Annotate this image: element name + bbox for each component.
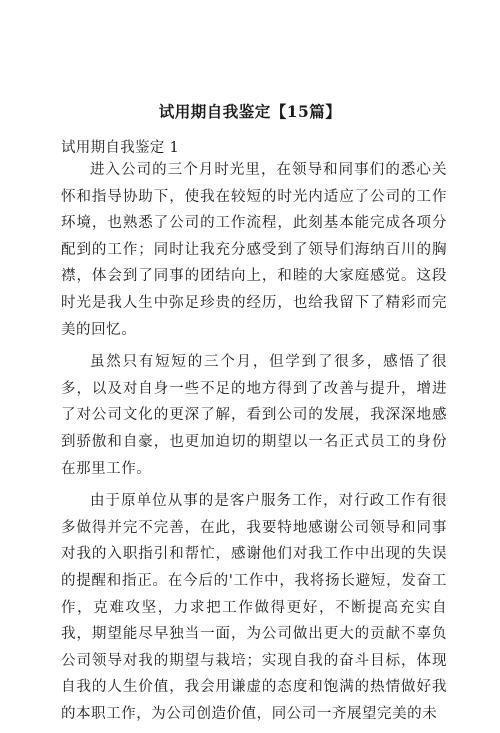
- document-body: [61, 157, 447, 733]
- paragraph: 由于原单位从事的是客户服务工作，对行政工作有很多做得并完不完善，在此，我要特地感谢公司领导和同事对我的入职指引和帮忙，感谢他们对我工作中出现的失误的提醒和指正。在今后的'工作中，我将扬长避短，发奋工作，克难攻坚，力求把工作做得更好，不断提高充实自我，期望能尽早独当一面，为公司做出更大的贡献不辜负公司领导对我的期望与栽培；实现自我的奋斗目标，体现自我的人生价值，我会用谦虚的态度和饱满的热情做好我的本职工作，为公司创造价值，同公司一齐展望完美的未: [61, 493, 447, 722]
- paragraph: 进入公司的三个月时光里，在领导和同事们的悉心关怀和指导协助下，使我在较短的时光内适应了公司的工作环境，也熟悉了公司的工作流程，此刻基本能完成各项分配到的工作；同时让我充分感受到了领导们海纳百川的胸襟，体会到了同事的团结向上，和睦的大家庭感觉。这段时光是我人生中弥足珍贵的经历，也给我留下了精彩而完美的回忆。: [61, 162, 447, 338]
- document-title: 试用期自我鉴定【15篇】: [158, 102, 342, 121]
- paragraph: 虽然只有短短的三个月，但学到了很多，感悟了很多，以及对自身一些不足的地方得到了改善与提升，增进了对公司文化的更深了解，看到公司的发展，我深深地感到骄傲和自豪，也更加迫切的期望以一名正式员工的身份在那里工作。: [61, 354, 447, 477]
- section-heading: 试用期自我鉴定 1: [61, 140, 180, 156]
